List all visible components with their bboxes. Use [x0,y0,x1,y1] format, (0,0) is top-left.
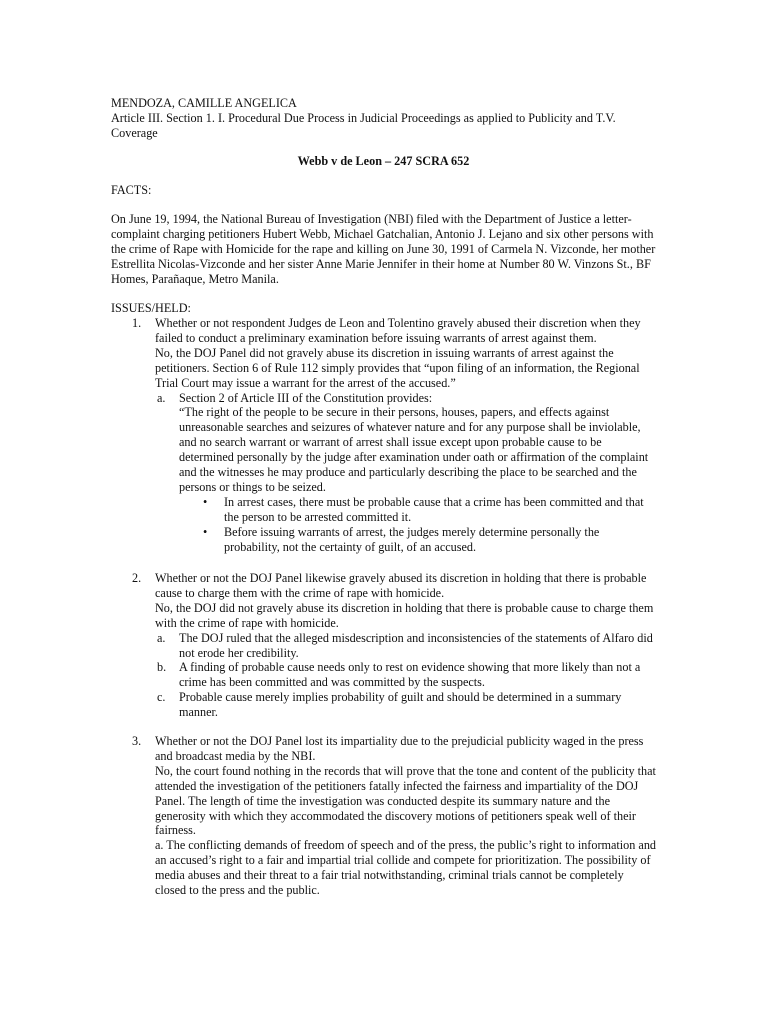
issue-held: No, the DOJ Panel did not gravely abuse its discretion in issuing warrants of arrest against the petitioners. Section 6 of Rule 112 simply provides that “upon filing of an information, the Regional Trial Court may issue a warrant for the arrest of the accused.” [155,345,640,390]
sub-marker: a. [157,390,166,405]
constitution-quote: “The right of the people to be secure in their persons, houses, papers, and effects against unreasonable searches and seizures of whatever nature and for any purpose shall be inviolable, and no search warrant or warrant of arrest shall issue except upon probable cause to be determined personally by the judge after examination under oath or affirmation of the complaint and the witnesses he may produce and particularly describing the place to be searched and the persons or things to be seized. [179,405,649,494]
author-name: MENDOZA, CAMILLE ANGELICA [111,96,297,110]
sub-title: Section 2 of Article III of the Constitution provides: [179,390,433,405]
issue-2 [111,571,656,720]
sub-text: Probable cause merely implies probability of guilt and should be determined in a summary manner. [179,690,622,720]
sub-marker: c. [157,690,166,705]
bullet-text: In arrest cases, there must be probable cause that a crime has been committed and that the person to be arrested committed it. [224,494,644,524]
bullet-icon: • [203,524,208,539]
issues-heading: ISSUES/HELD: [111,301,191,315]
bullet-item [111,525,656,555]
sub-marker: a. [157,630,166,645]
case-title: Webb v de Leon – 247 SCRA 652 [297,154,470,168]
issue-question: Whether or not the DOJ Panel likewise gravely abused its discretion in holding that there is probable cause to charge them with the crime of rape with homicide. [155,571,647,600]
bullet-item [111,495,656,525]
issue-held: No, the DOJ did not gravely abuse its discretion in holding that there is probable cause to charge them with the crime of rape with homicide. [155,600,654,630]
sub-text: A finding of probable cause needs only to rest on evidence showing that more likely than not a crime has been committed and was committed by the suspects. [179,660,641,690]
issue-note: a. The conflicting demands of freedom of speech and of the press, the public’s right to information and an accused’s right to a fair and impartial trial collide and compete for prioritization. The possibility of media abuses and their threat to a fair trial notwithstanding, criminal trials cannot be completely closed to the press and the public. [155,838,657,898]
sub-text: The DOJ ruled that the alleged misdescription and inconsistencies of the statements of Alfaro did not erode her credibility. [179,630,653,660]
sub-item [111,660,656,690]
issue-question: Whether or not respondent Judges de Leon and Tolentino gravely abused their discretion when they failed to conduct a preliminary examination before issuing warrants of arrest against them. [155,316,641,345]
issue-1 [111,316,656,555]
bullet-icon: • [203,494,208,509]
sub-item [111,690,656,720]
sub-marker: b. [157,660,167,675]
issue-number: 2. [132,571,142,585]
facts-heading: FACTS: [111,183,152,197]
topic-line: Article III. Section 1. I. Procedural Due Process in Judicial Proceedings as applied to Publicity and T.V. Coverage [111,111,616,140]
issue-question: Whether or not the DOJ Panel lost its impartiality due to the prejudicial publicity waged in the press and broadcast media by the NBI. [155,734,644,763]
issue-number: 1. [132,316,142,330]
issue-3 [111,734,656,898]
issue-number: 3. [132,734,142,748]
bullet-text: Before issuing warrants of arrest, the judges merely determine personally the probability, not the certainty of guilt, of an accused. [224,524,600,554]
sub-item [111,631,656,661]
issue-held: No, the court found nothing in the records that will prove that the tone and content of the publicity that attended the investigation of the petitioners fatally infected the fairness and impartiality of the DOJ Panel. The length of time the investigation was conducted despite its summary nature and the generosity with which they accommodated the discovery motions of petitioners speak well of their fairness. [155,763,656,838]
facts-text: On June 19, 1994, the National Bureau of Investigation (NBI) filed with the Department of Justice a letter-complaint charging petitioners Hubert Webb, Michael Gatchalian, Antonio J. Lejano and six other persons with the crime of Rape with Homicide for the rape and killing on June 30, 1991 of Carmela N. Vizconde, her mother Estrellita Nicolas-Vizconde and her sister Anne Marie Jennifer in their home at Number 80 W. Vinzons St., BF Homes, Parañaque, Metro Manila. [111,212,656,286]
